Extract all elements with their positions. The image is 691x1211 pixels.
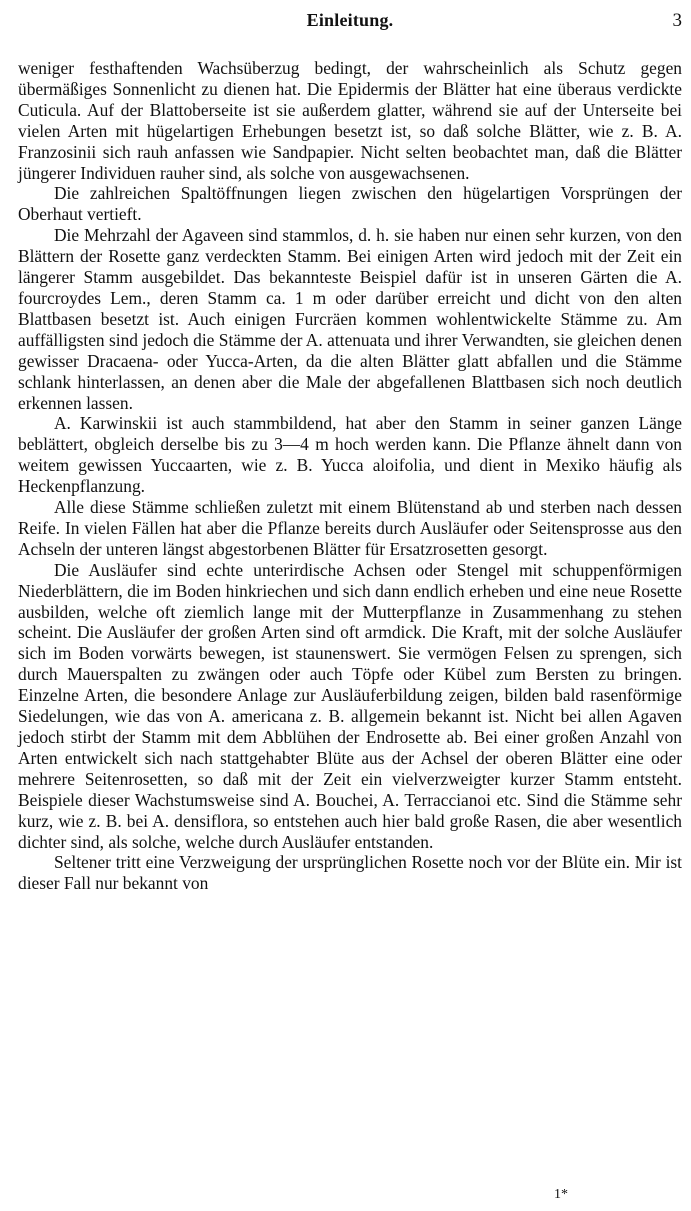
body-text [18, 58, 682, 894]
signature-mark: 1* [554, 1187, 568, 1202]
page-number: 3 [672, 10, 682, 31]
paragraph-karwinskii: A. Karwinskii ist auch stammbildend, hat aber den Stamm in seiner ganzen Länge beblättert, obgleich derselbe bis zu 3—4 m hoch werden kann. Die Pflanze ähnelt dann von weitem gewissen Yuccaarten, wie z. B. Yucca aloifolia, und dient in Mexiko häufig als Heckenpflanzung. [18, 413, 682, 497]
paragraph-runners: Die Ausläufer sind echte unterirdische Achsen oder Stengel mit schuppenförmigen Niederblättern, die im Boden hinkriechen und sich dann endlich erheben und eine neue Rosette ausbilden, welche oft ziemlich lange mit der Mutterpflanze in Zusammenhang zu stehen scheint. Die Ausläufer der großen Arten sind oft armdick. Die Kraft, mit der solche Ausläufer sich im Boden vorwärts bewegen, ist staunenswert. Sie vermögen Felsen zu sprengen, sich durch Mauerspalten zu zwängen oder auch Töpfe oder Kübel zum Bersten zu bringen. Einzelne Arten, die besondere Anlage zur Ausläuferbildung zeigen, bilden bald rasenförmige Siedelungen, wie das von A. americana z. B. allgemein bekannt ist. Nicht bei allen Agaven jedoch stirbt der Stamm mit dem Abblühen der Endrosette ab. Bei einer großen Anzahl von Arten entwickelt sich nach stattgehabter Blüte aus der Achsel der oberen Blätter eine oder mehrere Seitenrosetten, so daß mit der Zeit ein vielverzweigter kurzer Stamm entsteht. Beispiele dieser Wachstumsweise sind A. Bouchei, A. Terraccianoi etc. Sind die Stämme sehr kurz, wie z. B. bei A. densiflora, so entstehen auch hier bald große Rasen, die aber wesentlich dichter sind, als solche, welche durch Ausläufer entstanden. [18, 559, 682, 852]
paragraph-wax-coating: weniger festhaftenden Wachsüberzug bedingt, der wahrscheinlich als Schutz gegen übermäßiges Sonnenlicht zu dienen hat. Die Epidermis der Blätter hat eine überaus verdickte Cuticula. Auf der Blattoberseite ist sie außerdem glatter, während sie auf der Unterseite bei vielen Arten mit hügelartigen Erhebungen besetzt ist, so daß solche Blätter, wie z. B. A. Franzosinii sich rauh anfassen wie Sandpapier. Nicht selten beobachtet man, daß die Blätter jüngerer Individuen rauher sind, als solche von ausgewachsenen. [18, 58, 682, 183]
running-head [18, 10, 682, 38]
chapter-title: Einleitung. [306, 10, 394, 30]
paragraph-stem-forms: Die Mehrzahl der Agaveen sind stammlos, d. h. sie haben nur einen sehr kurzen, von den Blättern der Rosette ganz verdeckten Stamm. Bei einigen Arten wird jedoch mit der Zeit ein längerer Stamm ausgebildet. Das bekannteste Beispiel dafür ist in unseren Gärten die A. fourcroydes Lem., deren Stamm ca. 1 m oder darüber erreicht und dicht von den alten Blattbasen besetzt ist. Auch einigen Furcräen kommen wohlentwickelte Stämme zu. Am auffälligsten sind jedoch die Stämme der A. attenuata und ihrer Verwandten, sie gleichen denen gewisser Dracaena- oder Yucca-Arten, da die alten Blätter glatt abfallen und die Stämme schlank hinterlassen, an denen aber die Male der abgefallenen Blattbasen sich noch deutlich erkennen lassen. [18, 225, 682, 413]
paragraph-stomata: Die zahlreichen Spaltöffnungen liegen zwischen den hügelartigen Vorsprüngen der Oberhaut vertieft. [18, 183, 682, 225]
paragraph-flowering: Alle diese Stämme schließen zuletzt mit einem Blütenstand ab und sterben nach dessen Reife. In vielen Fällen hat aber die Pflanze bereits durch Ausläufer oder Seitensprosse aus den Achseln der unteren längst abgestorbenen Blätter für Ersatzrosetten gesorgt. [18, 497, 682, 559]
paragraph-branching: Seltener tritt eine Verzweigung der ursprünglichen Rosette noch vor der Blüte ein. Mir ist dieser Fall nur bekannt von [18, 852, 682, 894]
